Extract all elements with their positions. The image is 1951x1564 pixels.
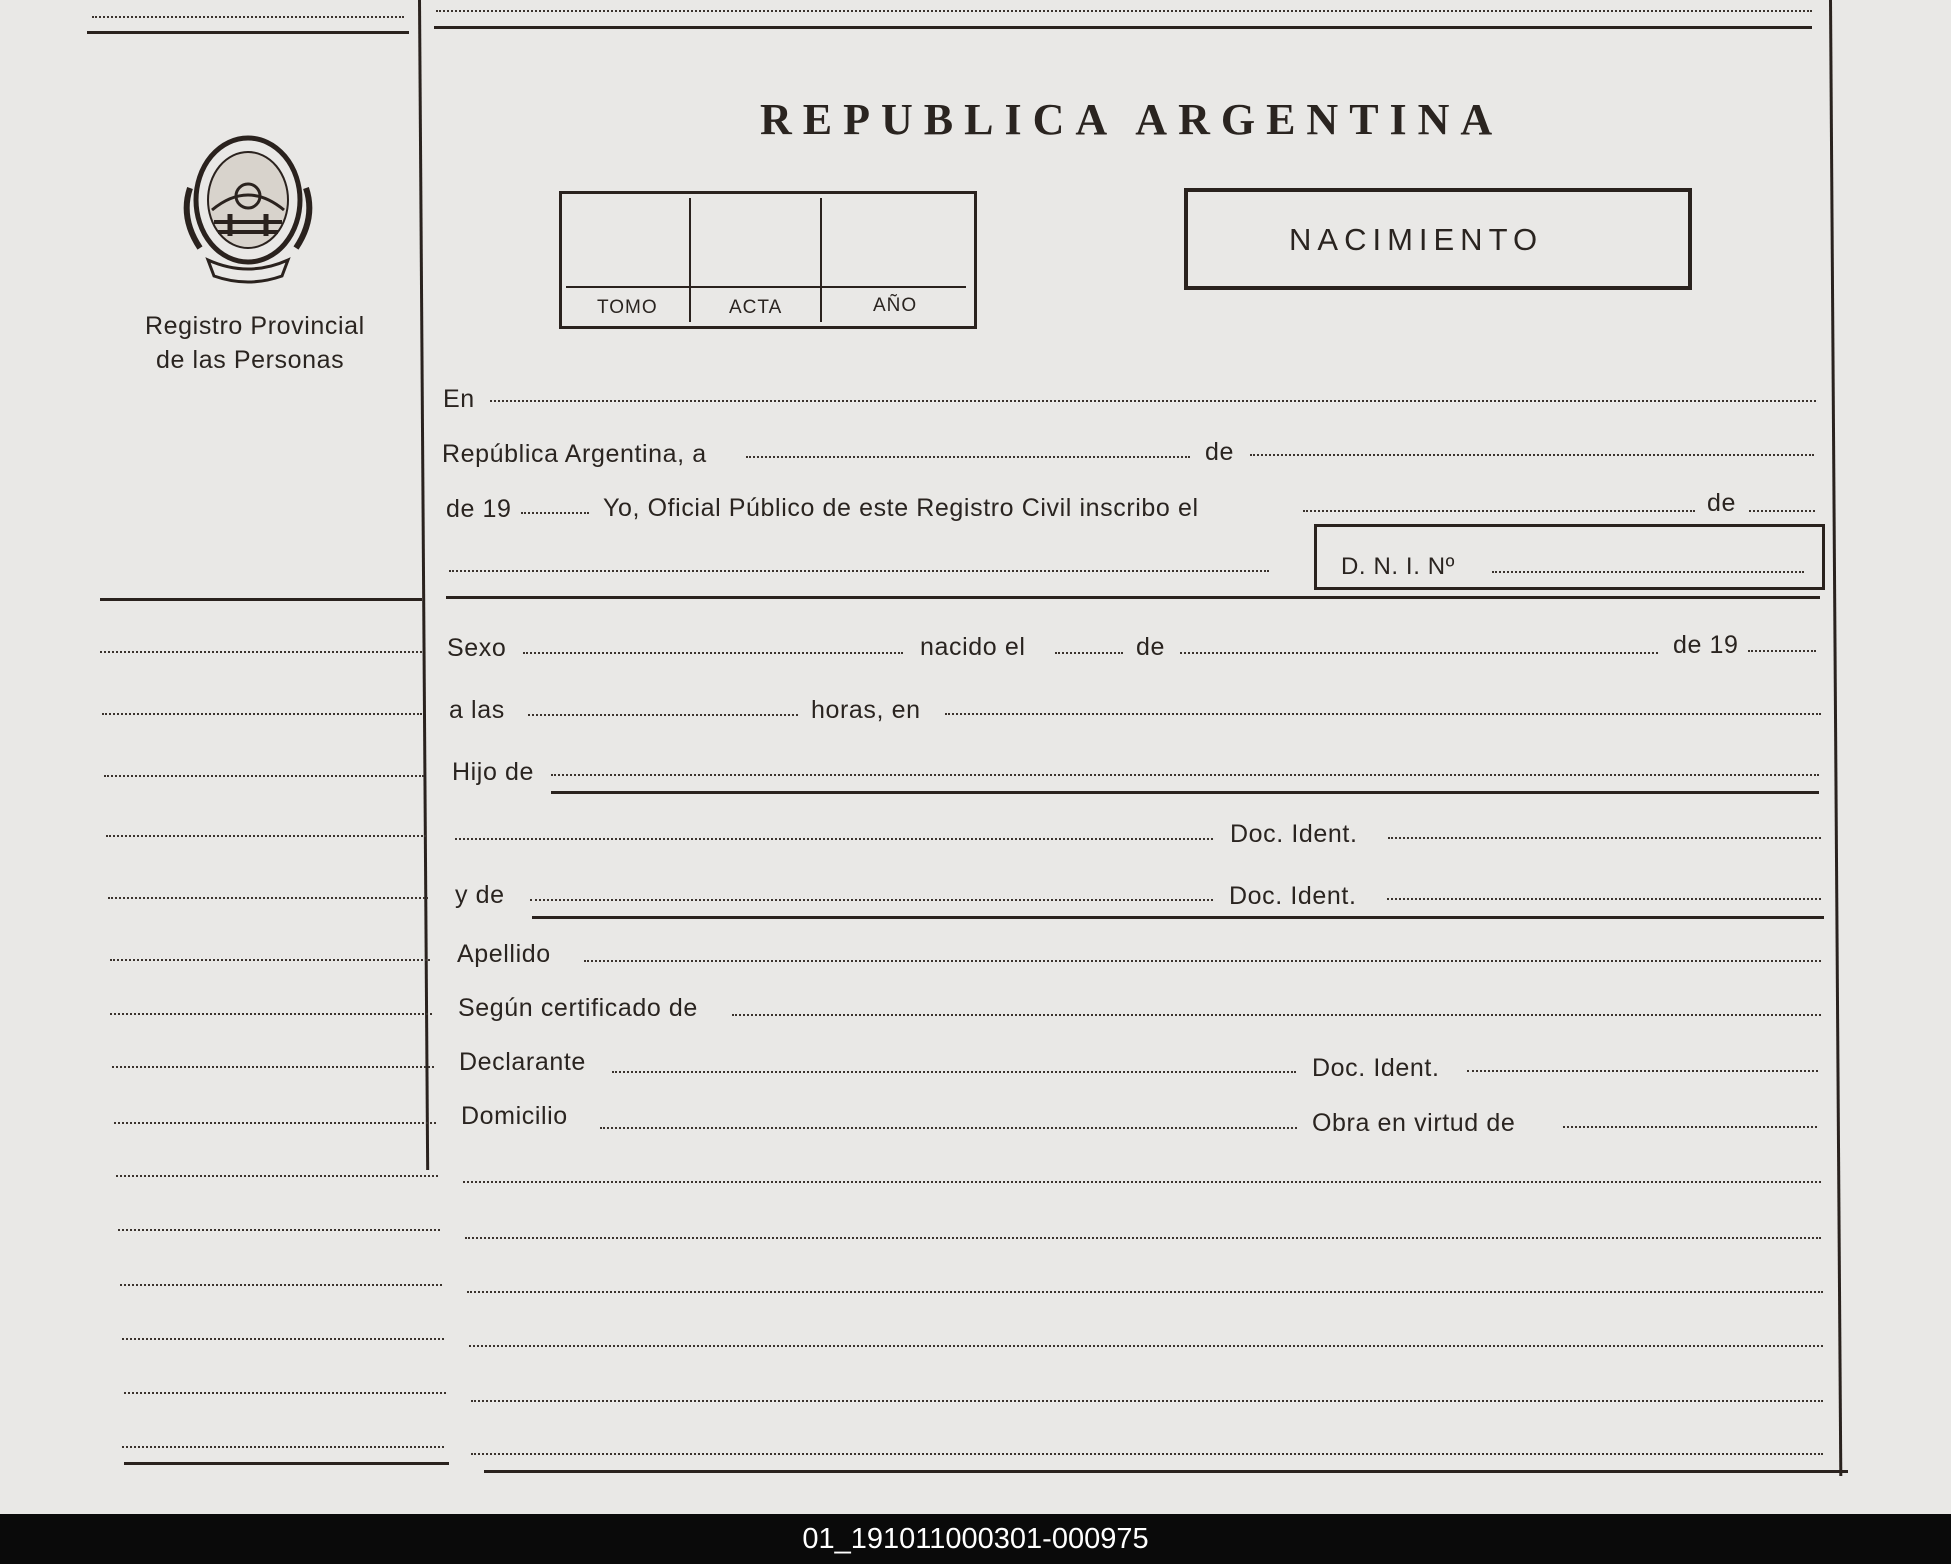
margin-line[interactable] [114, 1122, 436, 1124]
mother-section-rule [532, 916, 1824, 919]
provincial-seal-icon [178, 128, 318, 286]
en-label: En [443, 385, 475, 413]
top-dotted-line-left [92, 16, 404, 18]
margin-line[interactable] [110, 959, 430, 961]
dni-field[interactable] [1492, 571, 1804, 573]
de19-label-2: de 19 [1673, 631, 1739, 659]
margin-line[interactable] [124, 1392, 446, 1394]
sexo-field[interactable] [523, 652, 903, 654]
birthplace-field[interactable] [945, 713, 1821, 715]
blank-line[interactable] [471, 1453, 1823, 1455]
bottom-rule-left [124, 1462, 449, 1465]
hijo-label: Hijo de [452, 758, 535, 786]
margin-line[interactable] [100, 651, 422, 653]
bottom-rule-right [484, 1470, 1848, 1473]
margin-line[interactable] [120, 1284, 442, 1286]
inscription-month-field[interactable] [1749, 510, 1815, 512]
domicilio-label: Domicilio [461, 1102, 568, 1130]
birth-month-field[interactable] [1180, 652, 1658, 654]
birth-day-field[interactable] [1055, 652, 1123, 654]
inscription-day-field[interactable] [1303, 510, 1695, 512]
apellido-label: Apellido [457, 940, 551, 968]
margin-line[interactable] [110, 1013, 432, 1015]
act-type-label: NACIMIENTO [1289, 222, 1544, 257]
de-label-1: de [1205, 438, 1235, 466]
top-dotted-line-right [436, 10, 1812, 12]
ref-box-baseline [566, 286, 966, 288]
father-name-field[interactable] [551, 774, 1819, 776]
obra-field[interactable] [1563, 1126, 1817, 1128]
margin-line[interactable] [108, 897, 428, 899]
margin-line[interactable] [102, 713, 422, 715]
de19-label: de 19 [446, 495, 512, 523]
margin-line[interactable] [104, 775, 424, 777]
blank-line[interactable] [471, 1400, 1823, 1402]
segun-label: Según certificado de [458, 994, 698, 1022]
left-section-rule [100, 598, 422, 601]
de-label-2: de [1707, 489, 1737, 517]
de-label-3: de [1136, 633, 1166, 661]
yde-label: y de [455, 881, 505, 909]
birth-year-field[interactable] [1748, 650, 1816, 652]
margin-line[interactable] [116, 1175, 438, 1177]
extra-line-field[interactable] [449, 570, 1269, 572]
dni-box [1314, 524, 1825, 590]
margin-line[interactable] [118, 1229, 440, 1231]
father-doc-field[interactable] [1388, 837, 1821, 839]
registry-name-line2: de las Personas [156, 346, 345, 374]
blank-line[interactable] [467, 1291, 1823, 1293]
nacido-label: nacido el [920, 633, 1026, 661]
right-section-rule [446, 596, 1820, 599]
act-type-box [1184, 188, 1692, 290]
ref-box-divider-1 [689, 198, 691, 322]
alas-label: a las [449, 696, 505, 724]
blank-line[interactable] [463, 1181, 1821, 1183]
declarante-label: Declarante [459, 1048, 586, 1076]
sexo-label: Sexo [447, 634, 507, 662]
doc-ident-label-2: Doc. Ident. [1229, 882, 1357, 910]
margin-line[interactable] [106, 835, 426, 837]
declarante-field[interactable] [612, 1071, 1296, 1073]
blank-line[interactable] [465, 1237, 1821, 1239]
en-field[interactable] [490, 400, 1816, 402]
registry-name-line1: Registro Provincial [145, 312, 365, 340]
mother-name-field[interactable] [530, 899, 1213, 901]
vertical-divider [418, 0, 429, 1170]
dni-label: D. N. I. Nº [1341, 553, 1456, 580]
margin-line[interactable] [122, 1446, 444, 1448]
apellido-field[interactable] [584, 960, 1821, 962]
month-field[interactable] [1250, 454, 1814, 456]
doc-ident-label-1: Doc. Ident. [1230, 820, 1358, 848]
father-extra-field[interactable] [455, 838, 1213, 840]
blank-line[interactable] [469, 1345, 1823, 1347]
acta-label: ACTA [729, 297, 783, 318]
image-id-footer: 01_191011000301-000975 [0, 1514, 1951, 1564]
declarante-doc-field[interactable] [1467, 1070, 1818, 1072]
hour-field[interactable] [528, 714, 798, 716]
margin-line[interactable] [122, 1338, 444, 1340]
right-border [1829, 0, 1842, 1476]
page-title: REPUBLICA ARGENTINA [760, 95, 1504, 144]
tomo-label: TOMO [597, 297, 658, 318]
certificado-field[interactable] [732, 1014, 1821, 1016]
margin-line[interactable] [112, 1066, 434, 1068]
domicilio-field[interactable] [600, 1127, 1297, 1129]
ref-box-divider-2 [820, 198, 822, 322]
top-rule-right [434, 26, 1812, 29]
year-field[interactable] [521, 512, 589, 514]
oficial-statement: Yo, Oficial Público de este Registro Civil inscribo el [603, 494, 1199, 522]
anio-label: AÑO [873, 295, 918, 316]
father-section-rule [551, 791, 1819, 794]
day-field[interactable] [746, 456, 1190, 458]
reference-box [559, 191, 977, 329]
mother-doc-field[interactable] [1387, 898, 1821, 900]
republica-label: República Argentina, a [442, 440, 707, 468]
doc-ident-label-3: Doc. Ident. [1312, 1054, 1440, 1082]
top-rule-left [87, 31, 409, 34]
horas-label: horas, en [811, 696, 921, 724]
obra-label: Obra en virtud de [1312, 1109, 1516, 1137]
